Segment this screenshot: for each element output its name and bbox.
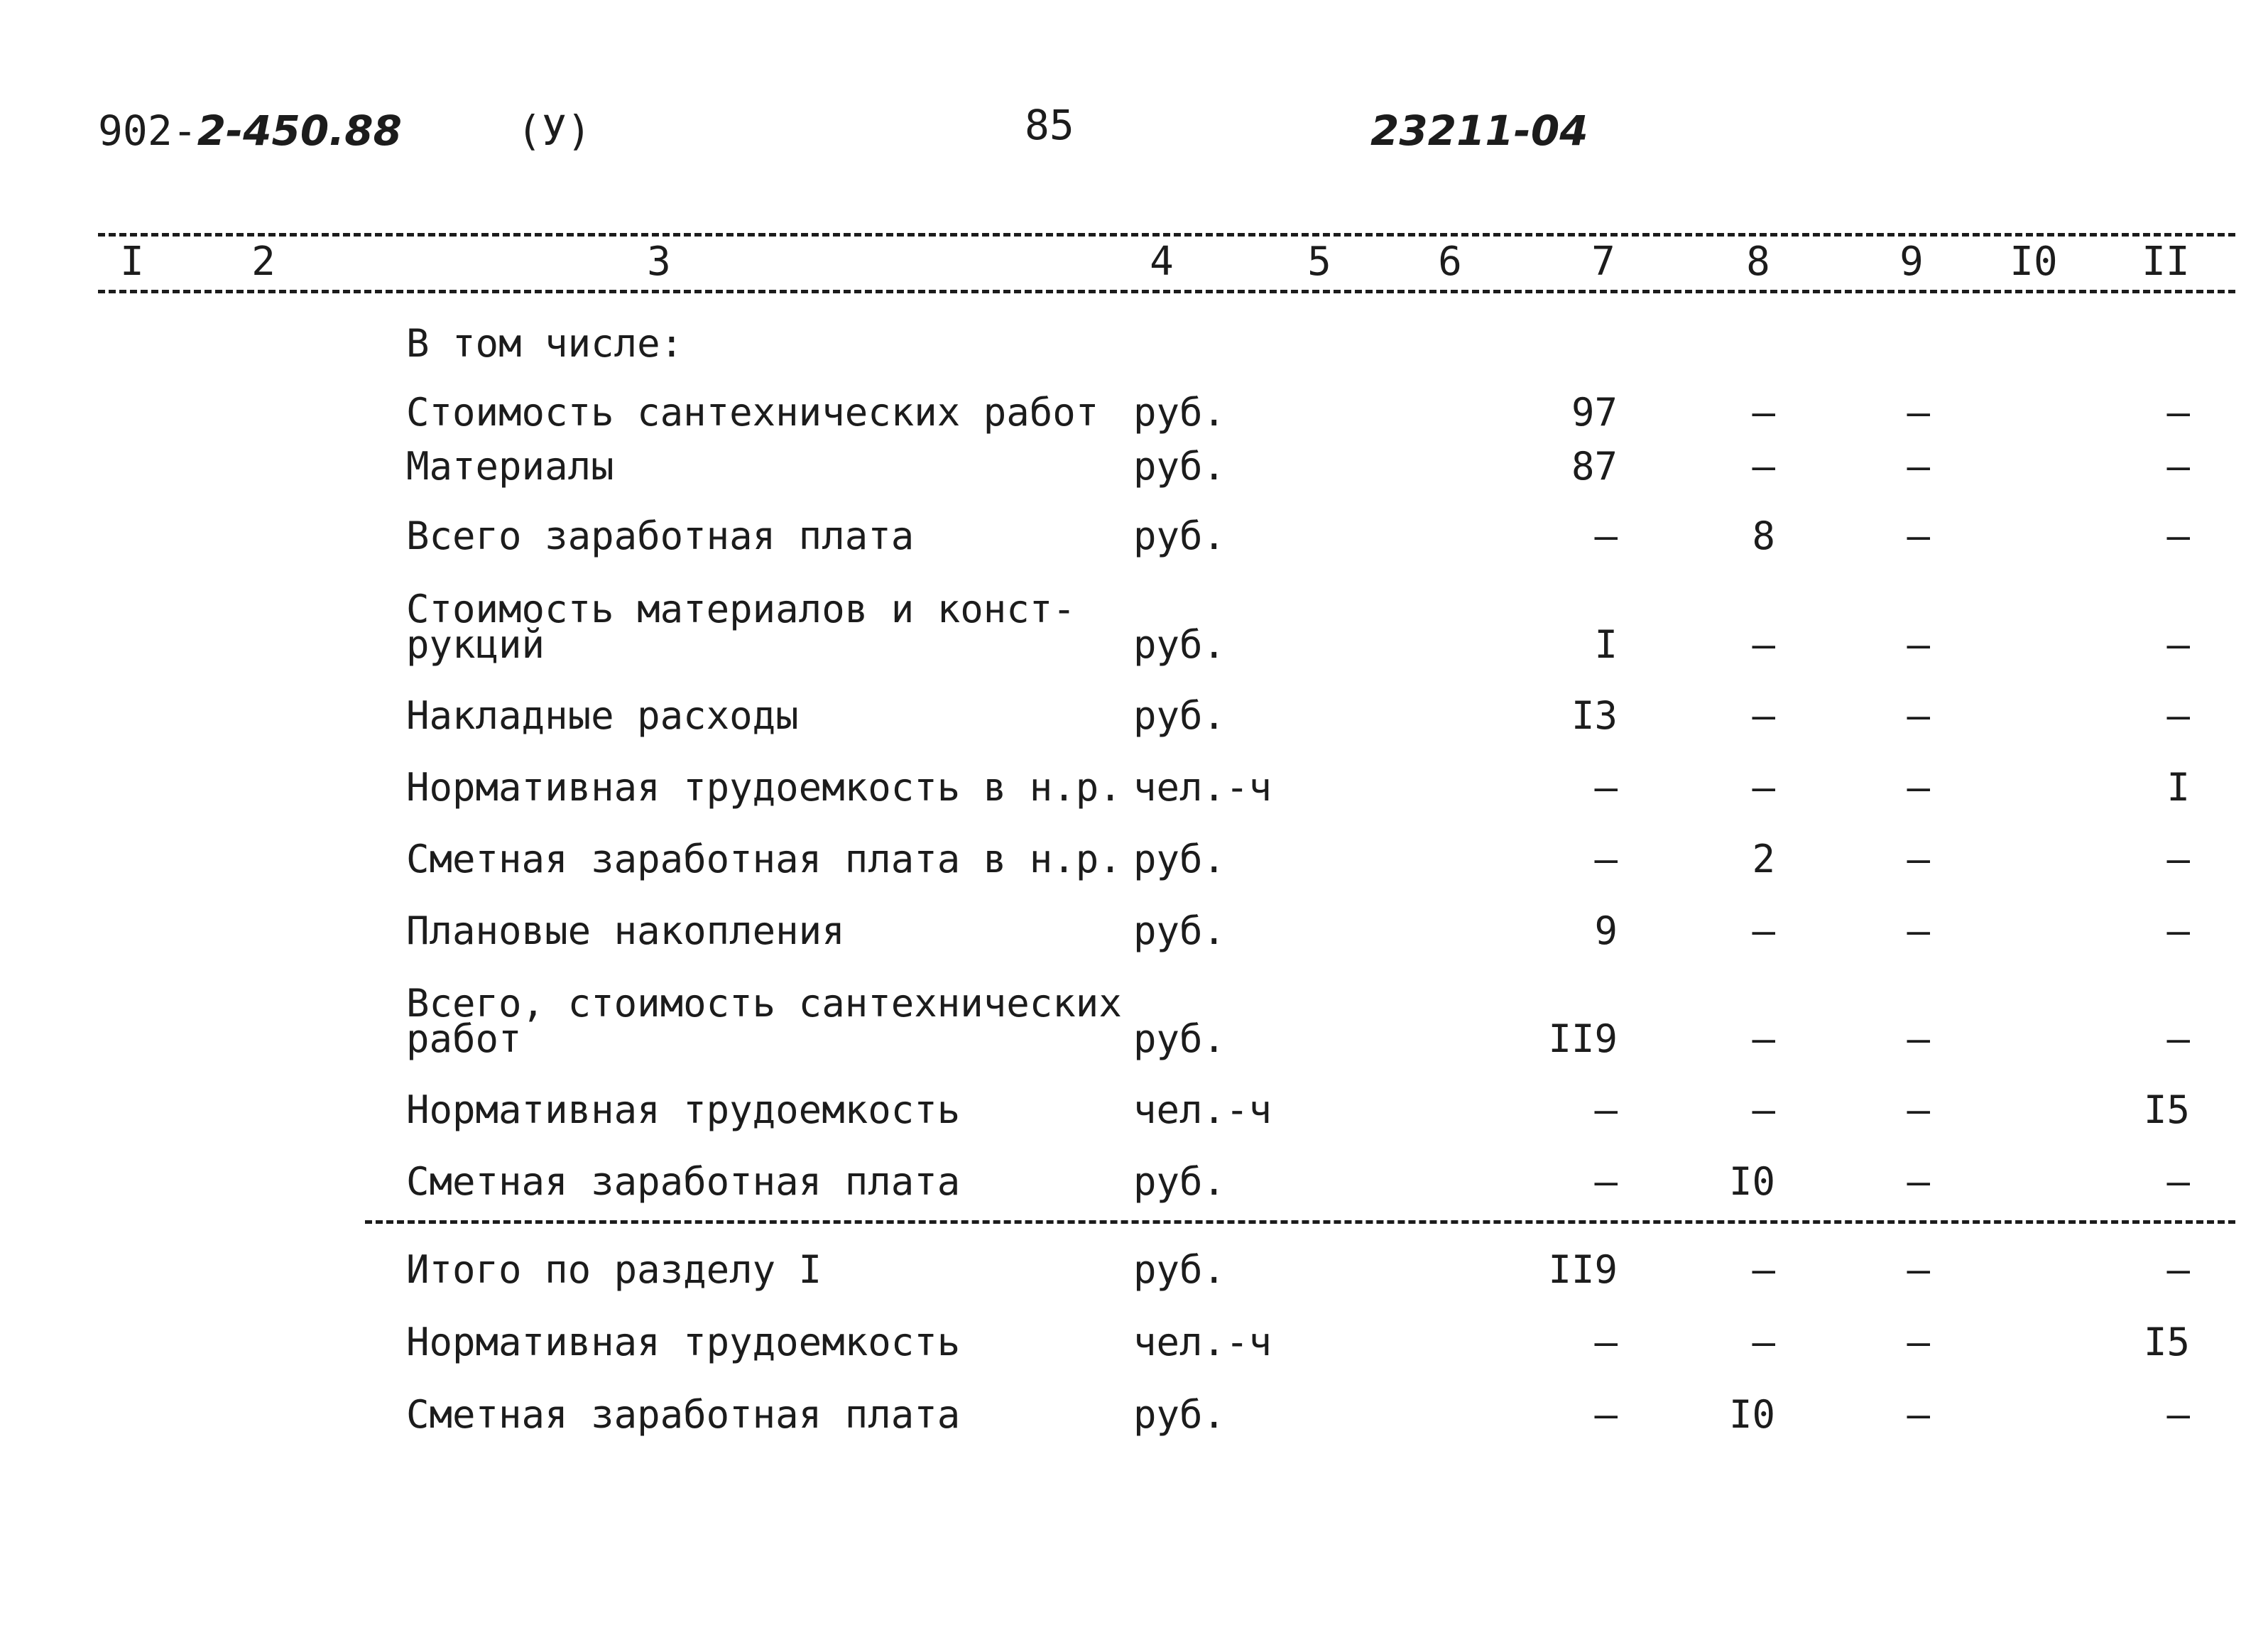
cell-col7: I3 [1571,693,1618,738]
cell-col8: – [1752,908,1775,953]
cell-col9: – [1907,1320,1930,1364]
cell-col11: – [2166,1247,2190,1292]
cell-col9: – [1907,1016,1930,1061]
cell-col8: – [1752,1320,1775,1364]
row-label: Нормативная трудоемкость [406,1087,961,1132]
row-label: Накладные расходы [406,693,799,738]
cell-col7: – [1594,1087,1618,1132]
cell-col7: – [1594,765,1618,810]
cell-col9: – [1907,908,1930,953]
cell-col8: I0 [1728,1159,1775,1204]
totals-unit: руб. [1133,1392,1226,1437]
cell-col11: – [2166,390,2190,435]
row-label: Всего заработная плата [406,514,915,558]
cell-col7: – [1594,837,1618,881]
cell-col9: – [1907,390,1930,435]
cell-col8: – [1752,1087,1775,1132]
section-heading: В том числе: [406,321,684,366]
totals-label: Итого по разделу I [406,1247,822,1292]
cell-col8: – [1752,444,1775,489]
cell-col11: I [2166,765,2190,810]
row-label-line1: Стоимость материалов и конст- [406,587,1076,631]
cell-col7: – [1594,1159,1618,1204]
cell-col11: – [2166,1159,2190,1204]
row-label: Нормативная трудоемкость в н.р. [406,765,1122,810]
cell-col7: II9 [1548,1016,1618,1061]
row-label: Сметная заработная плата [406,1159,961,1204]
header-rule-top [98,233,2235,237]
cell-col11: I5 [2143,1087,2190,1132]
cell-col9: – [1907,1392,1930,1437]
cell-col9: – [1907,765,1930,810]
cell-col9: – [1907,1247,1930,1292]
totals-label: Нормативная трудоемкость [406,1320,961,1364]
row-label-line1: Всего, стоимость сантехнических [406,981,1122,1026]
cell-col8: – [1752,1016,1775,1061]
row-label: Стоимость сантехнических работ [406,390,1099,435]
header-rule-bottom [98,290,2235,293]
cell-col11: I5 [2143,1320,2190,1364]
row-unit: руб. [1133,444,1226,489]
cell-col8: 8 [1752,514,1775,558]
row-unit: руб. [1133,1159,1226,1204]
document-code-handwritten: 2-450.88 [197,107,402,155]
cell-col11: – [2166,908,2190,953]
row-label-line2: работ [406,1016,522,1061]
totals-label: Сметная заработная плата [406,1392,961,1437]
cell-col11: – [2166,1016,2190,1061]
column-number-4: 4 [1145,240,1178,284]
cell-col8: – [1752,390,1775,435]
cell-col7: – [1594,514,1618,558]
cell-col9: – [1907,622,1930,667]
row-unit: чел.-ч [1133,1087,1272,1132]
row-unit: руб. [1133,622,1226,667]
cell-col7: I [1594,622,1618,667]
cell-col8: – [1752,1247,1775,1292]
row-unit: чел.-ч [1133,765,1272,810]
row-unit: руб. [1133,390,1226,435]
cell-col9: – [1907,444,1930,489]
cell-col7: – [1594,1320,1618,1364]
row-unit: руб. [1133,693,1226,738]
cell-col8: – [1752,765,1775,810]
column-number-3: 3 [643,240,675,284]
totals-unit: чел.-ч [1133,1320,1272,1364]
cell-col8: I0 [1728,1392,1775,1437]
column-number-2: 2 [247,240,280,284]
row-label: Материалы [406,444,614,489]
cell-col9: – [1907,514,1930,558]
cell-col9: – [1907,1087,1930,1132]
cell-col9: – [1907,837,1930,881]
cell-col9: – [1907,693,1930,738]
column-number-9: 9 [1895,240,1928,284]
column-number-1: I [116,240,148,284]
row-label-line2: рукций [406,622,545,667]
document-code-prefix: 902- [98,107,197,155]
row-unit: руб. [1133,837,1226,881]
row-unit: руб. [1133,908,1226,953]
row-unit: руб. [1133,1016,1226,1061]
totals-unit: руб. [1133,1247,1226,1292]
cell-col11: – [2166,693,2190,738]
column-number-7: 7 [1587,240,1620,284]
cell-col7: 87 [1571,444,1618,489]
cell-col11: – [2166,837,2190,881]
column-number-11: II [2137,240,2193,284]
column-number-5: 5 [1303,240,1336,284]
row-label: Плановые накопления [406,908,845,953]
cell-col11: – [2166,1392,2190,1437]
document-code [98,107,402,155]
cell-col11: – [2166,444,2190,489]
cell-col8: – [1752,622,1775,667]
variant-mark: (У) [517,107,591,155]
cell-col7: II9 [1548,1247,1618,1292]
cell-col9: – [1907,1159,1930,1204]
column-number-10: I0 [2005,240,2061,284]
page-number: 85 [1025,101,1074,149]
column-number-6: 6 [1434,240,1466,284]
cell-col7: – [1594,1392,1618,1437]
cell-col11: – [2166,622,2190,667]
column-number-8: 8 [1742,240,1774,284]
cell-col7: 97 [1571,390,1618,435]
registration-number: 23211-04 [1370,107,1588,155]
cell-col11: – [2166,514,2190,558]
cell-col8: 2 [1752,837,1775,881]
row-unit: руб. [1133,514,1226,558]
cell-col8: – [1752,693,1775,738]
totals-separator [365,1220,2235,1224]
cell-col7: 9 [1594,908,1618,953]
row-label: Сметная заработная плата в н.р. [406,837,1122,881]
